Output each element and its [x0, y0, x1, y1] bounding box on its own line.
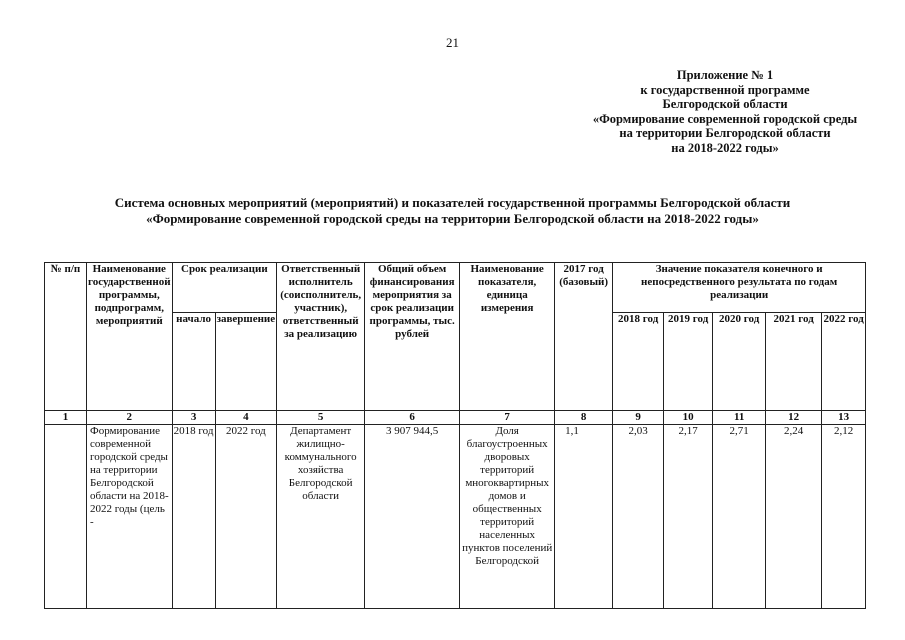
appendix-block [560, 68, 890, 155]
header-target-values: Значение показателя конечного и непосредственного результата по годам реализации [613, 263, 866, 313]
column-number: 10 [664, 411, 713, 425]
header-responsible: Ответственный исполнитель (соисполнитель, участник), ответственный за реализацию [277, 263, 365, 411]
row-responsible: Департамент жилищно-коммунального хозяйства Белгородской области [277, 425, 365, 609]
column-number: 2 [87, 411, 173, 425]
column-number-row [45, 411, 866, 425]
appendix-line: на территории Белгородской области [619, 126, 831, 140]
column-number: 7 [460, 411, 555, 425]
appendix-line: «Формирование современной городской среды [592, 111, 858, 126]
appendix-line: Приложение № 1 [676, 68, 774, 82]
column-number: 13 [822, 411, 866, 425]
appendix-line: на 2018-2022 годы» [671, 140, 779, 155]
column-number: 4 [215, 411, 277, 425]
row-indicator: Доля благоустроенных дворовых территорий многоквартирных домов и общественных территорий населенных пунктов поселений Белгородской [460, 425, 555, 609]
header-num: № п/п [45, 263, 87, 411]
header-start: начало [172, 313, 215, 411]
header-period: Срок реализации [172, 263, 277, 313]
header-funding: Общий объем финансирования мероприятия за срок реализации программы, тыс. рублей [365, 263, 460, 411]
title-line: Система основных мероприятий (мероприятий) и показателей государственной программы Белгородской области [114, 195, 791, 210]
header-name: Наименование государственной программы, подпрограмм, мероприятий [87, 263, 173, 411]
title-line: «Формирование современной городской среды на территории Белгородской области на 2018-2022 годы» [146, 211, 759, 226]
row-value-2020: 2,71 [713, 425, 766, 609]
column-number: 9 [613, 411, 664, 425]
row-value-2021: 2,24 [766, 425, 822, 609]
column-number: 8 [555, 411, 613, 425]
header-year-2021: 2021 год [766, 313, 822, 411]
header-base-year: 2017 год (базовый) [555, 263, 613, 411]
page-number: 21 [446, 35, 459, 50]
row-end: 2022 год [215, 425, 277, 609]
header-year-2020: 2020 год [713, 313, 766, 411]
header-year-2022: 2022 год [822, 313, 866, 411]
column-number: 6 [365, 411, 460, 425]
activities-table [44, 262, 866, 609]
row-value-2018: 2,03 [613, 425, 664, 609]
appendix-line: к государственной программе [640, 82, 810, 97]
header-end: завершение [215, 313, 277, 411]
header-year-2018: 2018 год [613, 313, 664, 411]
header-indicator: Наименование показателя, единица измерения [460, 263, 555, 411]
row-start: 2018 год [172, 425, 215, 609]
row-base-value: 1,1 [555, 425, 613, 609]
table-row [45, 425, 866, 609]
column-number: 12 [766, 411, 822, 425]
header-year-2019: 2019 год [664, 313, 713, 411]
row-funding: 3 907 944,5 [365, 425, 460, 609]
column-number: 11 [713, 411, 766, 425]
document-title [40, 195, 865, 227]
column-number: 5 [277, 411, 365, 425]
column-number: 3 [172, 411, 215, 425]
appendix-line: Белгородской области [662, 97, 788, 111]
row-num [45, 425, 87, 609]
row-name: Формирование современной городской среды на территории Белгородской области на 2018-2022 годы (цель - [87, 425, 173, 609]
row-value-2022: 2,12 [822, 425, 866, 609]
row-value-2019: 2,17 [664, 425, 713, 609]
column-number: 1 [45, 411, 87, 425]
